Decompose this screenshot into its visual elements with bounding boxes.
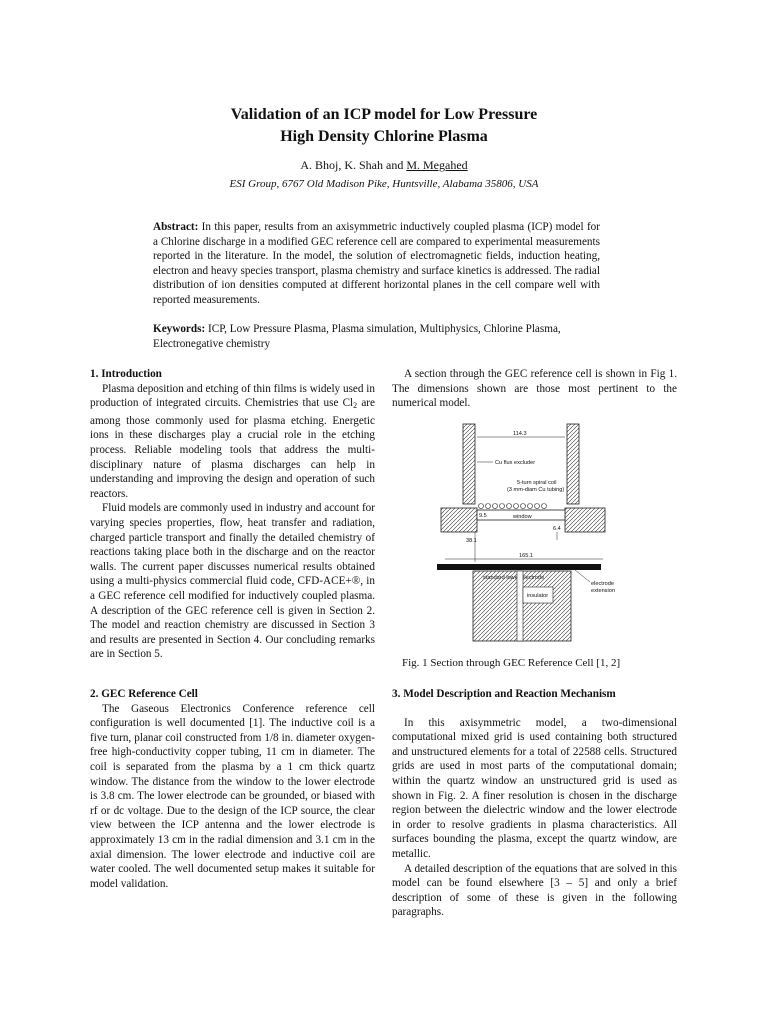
keywords-label: Keywords: [153, 323, 206, 335]
coil-label-2: (3 mm-diam Cu tubing) [507, 487, 565, 493]
dim-165-label: 165.1 [519, 553, 533, 559]
section-heading: 1. Introduction [90, 368, 162, 380]
abstract-label: Abstract: [153, 221, 199, 233]
paragraph [90, 382, 375, 502]
subscript: 2 [353, 401, 358, 411]
section-introduction [90, 367, 375, 662]
paragraph-text: Plasma deposition and etching of thin films is widely used in production of integrated circuits. Chemistries that use Cl [90, 382, 375, 410]
right-flux-excluder-wall [567, 424, 579, 504]
insulator-label: insulator [527, 593, 549, 599]
dim-64-label: 6.4 [553, 526, 561, 532]
abstract [153, 220, 600, 308]
extension-label-1: electrode [591, 581, 615, 587]
author-names: A. Bhoj, K. Shah and [300, 158, 407, 172]
paragraph: A section through the GEC reference cell is shown in Fig 1. The dimensions shown are those most pertinent to the numerical model. [392, 368, 677, 410]
title-line-2: High Density Chlorine Plasma [280, 128, 488, 145]
affiliation: ESI Group, 6767 Old Madison Pike, Huntsville, Alabama 35806, USA [229, 178, 539, 190]
left-flux-excluder-wall [463, 424, 475, 504]
figure-gec-cell-diagram [425, 422, 640, 644]
paragraph-text: are among those commonly used for plasma etching. Energetic ions in these discharges play a crucial role in the etching process. Reliable modeling tools that address the multi-disciplinary nature of plasma discharges can help in understanding and improving the design and operation of such reactors. [90, 397, 375, 500]
right-flange [565, 508, 605, 532]
center-shaft [517, 571, 523, 641]
lower-electrode [437, 564, 601, 570]
corresponding-author: M. Megahed [406, 158, 468, 172]
dim-95-label: 9.5 [479, 513, 487, 519]
extension-label-2: extension [591, 588, 615, 594]
right-column-intro [392, 367, 677, 411]
flux-excluder-label: Cu flux excluder [495, 460, 536, 466]
paragraph: A detailed description of the equations that are solved in this model can be found elsewhere [3 – 5] and only a brief description of some of these is given in the following paragraphs. [392, 862, 677, 919]
window-label: window [513, 514, 532, 520]
title-line-1: Validation of an ICP model for Low Pressure [230, 106, 538, 123]
coil-turns [479, 504, 547, 509]
dim-top-label: 114.3 [513, 431, 527, 437]
dim-381-label: 38.1 [466, 538, 477, 544]
paragraph: The Gaseous Electronics Conference reference cell configuration is well documented [1]. The inductive coil is a five turn, planar coil constructed from 1/8 in. diameter oxygen-free high-conductivity copper tubing, 11 cm in diameter. The coil is separated from the plasma by a 1 cm thick quartz window. The distance from the window to the lower electrode is 3.8 cm. The lower electrode can be grounded, or biased with rf or dc voltage. Due to the design of the ICP source, the clear view between the ICP antenna and the lower electrode is approximately 13 cm in the radial dimension and 3.1 cm in the axial dimension. The lower electrode and inductive coil are water cooled. The well documented setup makes it suitable for model validation. [90, 702, 375, 890]
paragraph: Fluid models are commonly used in industry and account for varying species properties, flow, heat transfer and radiation, charged particle transport and finally the detailed chemistry of reactions taking place both in the discharge and on the reactor walls. The current paper discusses numerical results obtained using a multi-physics commercial fluid code, CFD-ACE+®, in a GEC reference cell modified for inductively coupled plasma. A description of the GEC reference cell is given in Section 2. The model and reaction chemistry are discussed in Section 3 and results are presented in Section 4. Our concluding remarks are in Section 5. [90, 502, 375, 661]
coil-label-1: 5-turn spiral coil [517, 480, 557, 486]
keywords-text: ICP, Low Pressure Plasma, Plasma simulation, Multiphysics, Chlorine Plasma, Electronegative chemistry [153, 323, 561, 350]
figure-caption: Fig. 1 Section through GEC Reference Cell [1, 2] [402, 657, 621, 669]
leader-line [575, 570, 590, 582]
left-flange [441, 508, 477, 532]
section-gec-reference-cell [90, 687, 375, 891]
section-model-description [392, 687, 677, 920]
abstract-text: In this paper, results from an axisymmetric inductively coupled plasma (ICP) model for a Chlorine discharge in a modified GEC reference cell are compared to experimental measurements reported in the literature. In the model, the solution of electromagnetic fields, induction heating, electron and heavy species transport, plasma chemistry and surface kinetics is addressed. The radial distribution of ion densities computed at different horizontal planes in the cell compare well with reported measurements. [153, 221, 600, 306]
paragraph: In this axisymmetric model, a two-dimensional computational mixed grid is used containing both structured and unstructured elements for a total of 22588 cells. Structured grids are used in most parts of the computational domain; within the quartz window an unstructured grid is used as shown in Fig. 2. A finer resolution is chosen in the discharge region between the dielectric window and the lower electrode in order to resolve gradients in plasma characteristics. All surfaces bounding the plasma, except the quartz window, are metallic. [392, 716, 677, 860]
section-heading: 3. Model Description and Reaction Mechanism [392, 688, 616, 700]
gec-cell-drawing [425, 422, 640, 644]
author-list [0, 157, 768, 173]
keywords [153, 322, 600, 351]
paper-title [0, 104, 768, 148]
section-heading: 2. GEC Reference Cell [90, 688, 198, 700]
